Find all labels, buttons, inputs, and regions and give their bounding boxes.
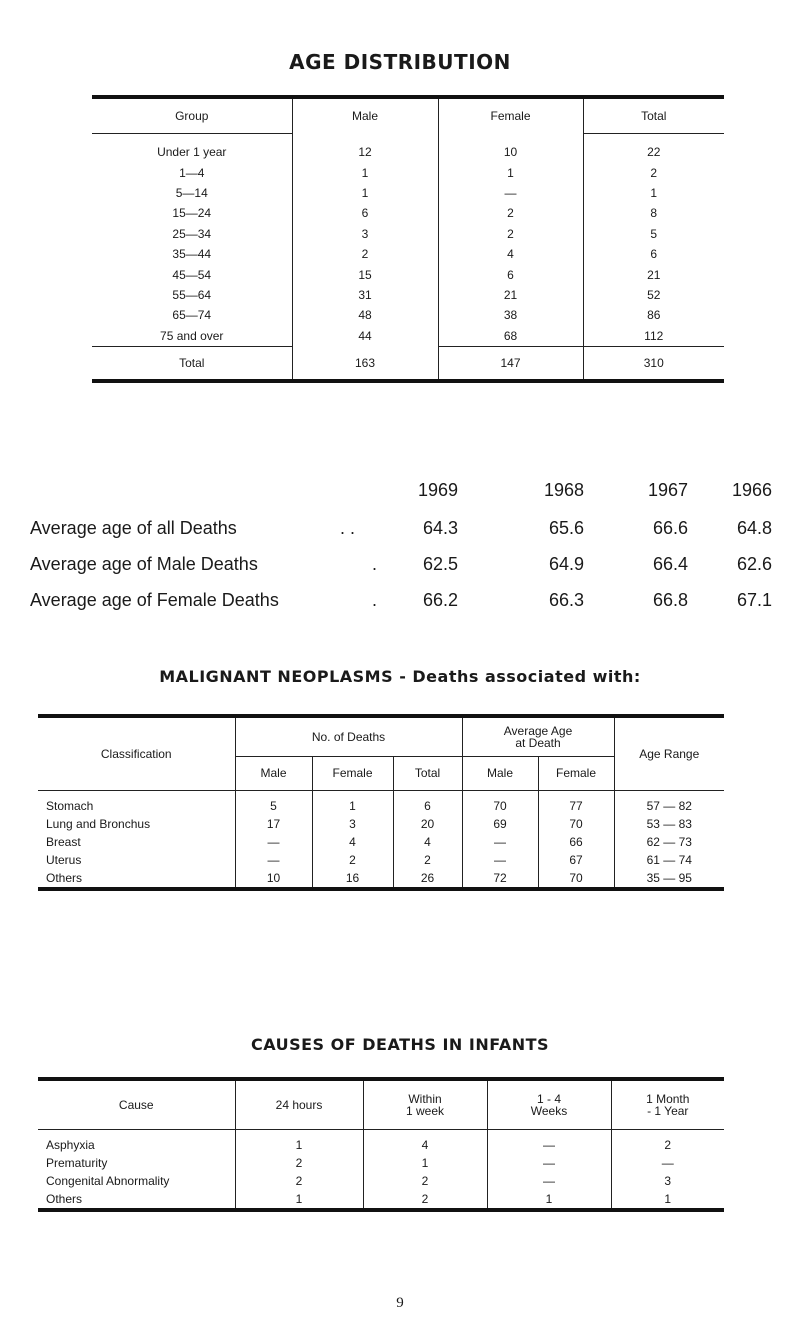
year-1968: 1968 <box>543 480 584 500</box>
cell-female: 68 <box>438 326 583 347</box>
header-line2: 1 week <box>405 1103 445 1118</box>
cell-avg-male: 69 <box>462 815 538 833</box>
average-value: 62.6 <box>736 554 772 574</box>
table-row <box>92 134 724 163</box>
subheader-total: Total <box>393 756 462 790</box>
cell-1-month-1-year: 2 <box>611 1129 724 1154</box>
cell-male: 48 <box>292 305 438 325</box>
header-age-range: Age Range <box>614 716 724 790</box>
header-classification: Classification <box>100 746 172 761</box>
header-average-age-line1: Average Age <box>503 723 573 738</box>
cell-female: — <box>438 183 583 203</box>
infants-header-cell <box>235 1079 363 1129</box>
cell-group: 1—4 <box>179 165 205 180</box>
table-header-row <box>92 97 724 134</box>
cell-female: 21 <box>438 285 583 305</box>
table-row <box>92 305 724 325</box>
cell-avg-female: 66 <box>538 833 614 851</box>
cell-male: 17 <box>235 815 312 833</box>
table-row <box>38 815 724 833</box>
cell-female: 10 <box>438 134 583 163</box>
cell-cause: Asphyxia <box>46 1137 95 1152</box>
subheader-avg-male: Male <box>462 756 538 790</box>
table-row <box>92 326 724 347</box>
age-distribution-table <box>92 95 724 383</box>
header-line2: - 1 Year <box>647 1103 689 1118</box>
cell-1-4-weeks: — <box>487 1172 611 1190</box>
average-value: 66.6 <box>652 518 688 538</box>
infants-header-cell <box>487 1079 611 1129</box>
total-female: 147 <box>438 346 583 381</box>
cell-avg-male: — <box>462 851 538 869</box>
cell-group: 55—64 <box>172 287 212 302</box>
header-line1: Cause <box>118 1097 154 1112</box>
cell-cause: Others <box>46 1191 83 1206</box>
table-row <box>38 1129 724 1154</box>
cell-classification: Breast <box>46 834 81 849</box>
page-number: 9 <box>396 1295 404 1311</box>
cell-age-range: 62 — 73 <box>614 833 724 851</box>
cell-female: 38 <box>438 305 583 325</box>
cell-female: 1 <box>312 790 393 815</box>
cell-total: 4 <box>393 833 462 851</box>
header-group: Group <box>92 97 292 134</box>
cell-within-1-week: 1 <box>363 1154 487 1172</box>
cell-avg-male: 72 <box>462 869 538 889</box>
cell-group: 75 and over <box>160 328 224 343</box>
cell-group: 25—34 <box>172 226 212 241</box>
cell-1-4-weeks: — <box>487 1154 611 1172</box>
header-line1: 1 - 4 <box>536 1091 561 1106</box>
cell-total: 6 <box>583 244 724 264</box>
table-row <box>38 851 724 869</box>
average-value: 64.3 <box>422 518 458 538</box>
cell-total: 22 <box>583 134 724 163</box>
header-line1: Within <box>408 1091 442 1106</box>
table-row <box>92 244 724 264</box>
cell-age-range: 35 — 95 <box>614 869 724 889</box>
subheader-female: Female <box>312 756 393 790</box>
cell-within-1-week: 2 <box>363 1190 487 1210</box>
cell-male: 31 <box>292 285 438 305</box>
table-row <box>92 203 724 223</box>
average-value: 66.4 <box>652 554 688 574</box>
table-row <box>38 833 724 851</box>
header-deaths: No. of Deaths <box>235 716 462 756</box>
leader-dots: . . <box>340 518 356 538</box>
cell-male: 1 <box>292 183 438 203</box>
total-total: 310 <box>583 346 724 381</box>
table-row <box>38 1172 724 1190</box>
infants-header-cell <box>38 1079 235 1129</box>
cell-group: 15—24 <box>172 206 212 221</box>
cell-1-month-1-year: — <box>611 1154 724 1172</box>
average-label: Average age of all Deaths <box>30 518 237 538</box>
cell-female: 2 <box>312 851 393 869</box>
cell-male: 10 <box>235 869 312 889</box>
cell-total: 8 <box>583 203 724 223</box>
leader-dots: . <box>372 554 378 574</box>
cell-total: 86 <box>583 305 724 325</box>
cell-1-month-1-year: 3 <box>611 1172 724 1190</box>
cell-male: 3 <box>292 224 438 244</box>
cell-total: 1 <box>583 183 724 203</box>
total-label: Total <box>92 346 292 381</box>
cell-female: 6 <box>438 264 583 284</box>
cell-group: Under 1 year <box>157 145 227 160</box>
average-label: Average age of Male Deaths <box>30 554 258 574</box>
average-value: 65.6 <box>548 518 584 538</box>
cell-female: 16 <box>312 869 393 889</box>
table-row <box>92 183 724 203</box>
total-male: 163 <box>292 346 438 381</box>
subheader-male: Male <box>235 756 312 790</box>
cell-1-month-1-year: 1 <box>611 1190 724 1210</box>
cell-male: — <box>235 833 312 851</box>
average-row <box>0 590 800 614</box>
cell-group: 65—74 <box>172 308 212 323</box>
cell-female: 3 <box>312 815 393 833</box>
malignant-table <box>38 714 724 891</box>
header-line1: 24 hours <box>275 1097 323 1112</box>
malignant-title: MALIGNANT NEOPLASMS - Deaths associated with: <box>159 667 641 686</box>
cell-total: 5 <box>583 224 724 244</box>
table-row <box>38 1154 724 1172</box>
cell-female: 4 <box>312 833 393 851</box>
cell-total: 26 <box>393 869 462 889</box>
header-line2: Weeks <box>530 1103 568 1118</box>
table-row <box>92 285 724 305</box>
cell-classification: Uterus <box>46 852 82 867</box>
cell-classification: Stomach <box>46 798 94 813</box>
cell-total: 112 <box>583 326 724 347</box>
average-value: 67.1 <box>736 590 772 610</box>
year-1967: 1967 <box>647 480 688 500</box>
cell-male: 6 <box>292 203 438 223</box>
cell-avg-female: 70 <box>538 815 614 833</box>
cell-age-range: 57 — 82 <box>614 790 724 815</box>
cell-male: — <box>235 851 312 869</box>
header-female: Female <box>438 97 583 134</box>
average-value: 66.2 <box>422 590 458 610</box>
infants-header-cell <box>363 1079 487 1129</box>
cell-age-range: 61 — 74 <box>614 851 724 869</box>
cell-total: 2 <box>583 162 724 182</box>
cell-group: 45—54 <box>172 267 212 282</box>
infants-title: CAUSES OF DEATHS IN INFANTS <box>250 1035 550 1054</box>
cell-cause: Prematurity <box>46 1155 108 1170</box>
cell-avg-female: 70 <box>538 869 614 889</box>
cell-24-hours: 1 <box>235 1129 363 1154</box>
cell-male: 5 <box>235 790 312 815</box>
average-value: 62.5 <box>422 554 458 574</box>
table-row <box>92 264 724 284</box>
cell-age-range: 53 — 83 <box>614 815 724 833</box>
cell-avg-male: — <box>462 833 538 851</box>
cell-1-4-weeks: — <box>487 1129 611 1154</box>
table-row <box>92 224 724 244</box>
cell-24-hours: 2 <box>235 1172 363 1190</box>
header-average-age-line2: at Death <box>515 735 561 750</box>
header-average-age <box>462 716 614 756</box>
cell-avg-female: 67 <box>538 851 614 869</box>
average-value: 66.8 <box>652 590 688 610</box>
cell-total: 52 <box>583 285 724 305</box>
average-value: 64.9 <box>548 554 584 574</box>
infants-header-cell <box>611 1079 724 1129</box>
cell-classification: Lung and Bronchus <box>46 816 151 831</box>
cell-total: 21 <box>583 264 724 284</box>
cell-male: 2 <box>292 244 438 264</box>
cell-group: 5—14 <box>175 185 208 200</box>
cell-group: 35—44 <box>172 247 212 262</box>
cell-female: 1 <box>438 162 583 182</box>
cell-total: 2 <box>393 851 462 869</box>
cell-cause: Congenital Abnormality <box>46 1173 170 1188</box>
header-line1: 1 Month <box>646 1091 690 1106</box>
average-row <box>0 518 800 542</box>
infants-header-row <box>38 1079 724 1129</box>
leader-dots: . <box>372 590 378 610</box>
table-row <box>38 1190 724 1210</box>
cell-male: 44 <box>292 326 438 347</box>
cell-1-4-weeks: 1 <box>487 1190 611 1210</box>
infants-table <box>38 1077 724 1212</box>
cell-female: 2 <box>438 203 583 223</box>
header-total: Total <box>583 97 724 134</box>
cell-within-1-week: 4 <box>363 1129 487 1154</box>
cell-within-1-week: 2 <box>363 1172 487 1190</box>
cell-avg-male: 70 <box>462 790 538 815</box>
subheader-avg-female: Female <box>538 756 614 790</box>
cell-total: 20 <box>393 815 462 833</box>
cell-male: 12 <box>292 134 438 163</box>
cell-avg-female: 77 <box>538 790 614 815</box>
year-1969: 1969 <box>417 480 458 500</box>
cell-classification: Others <box>46 870 83 885</box>
table-row <box>92 162 724 182</box>
total-row <box>92 346 724 381</box>
average-row <box>0 554 800 578</box>
average-value: 64.8 <box>736 518 772 538</box>
malignant-header-row <box>38 716 724 756</box>
average-years-row <box>0 480 800 504</box>
average-value: 66.3 <box>548 590 584 610</box>
average-label: Average age of Female Deaths <box>30 590 279 610</box>
cell-24-hours: 2 <box>235 1154 363 1172</box>
table-row <box>38 869 724 889</box>
cell-male: 15 <box>292 264 438 284</box>
year-1966: 1966 <box>731 480 772 500</box>
header-male: Male <box>292 97 438 134</box>
cell-female: 2 <box>438 224 583 244</box>
cell-male: 1 <box>292 162 438 182</box>
cell-female: 4 <box>438 244 583 264</box>
table-row <box>38 790 724 815</box>
age-distribution-title: AGE DISTRIBUTION <box>289 50 511 74</box>
cell-24-hours: 1 <box>235 1190 363 1210</box>
cell-total: 6 <box>393 790 462 815</box>
